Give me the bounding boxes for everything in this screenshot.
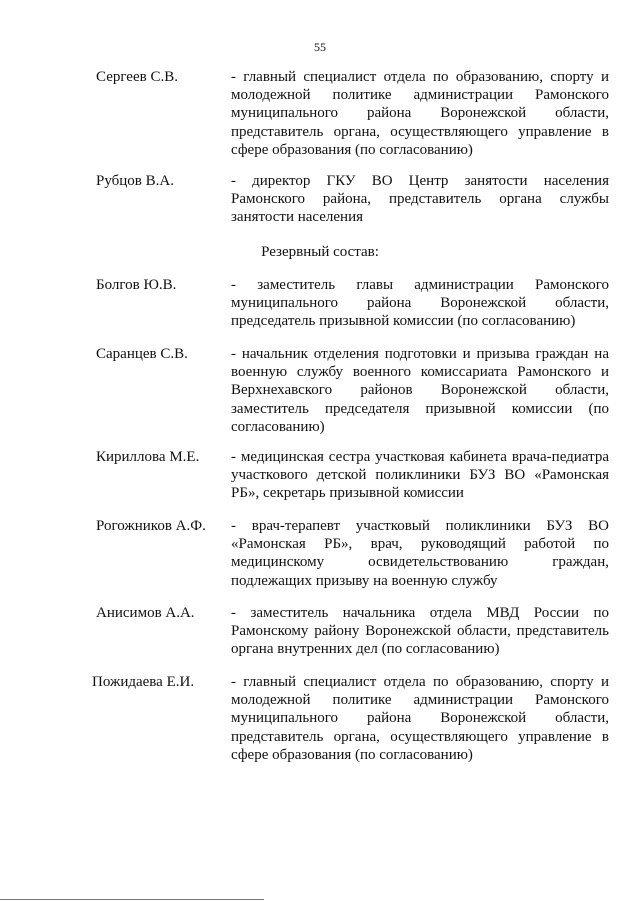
member-role: - начальник отделения подготовки и призыва граждан на военную службу военного комиссариата Рамонского и Верхнехавского районов Воронежской области, заместитель председателя призывной комиссии (по согласованию) <box>231 346 609 435</box>
member-name: Болгов Ю.В. <box>96 277 177 293</box>
member-name: Саранцев С.В. <box>96 346 188 362</box>
member-name: Сергеев С.В. <box>96 69 178 85</box>
member-role: - главный специалист отдела по образованию, спорту и молодежной политике администрации Рамонского муниципального района Воронежской области, представитель органа, осуществляющего управление в сфере образования (по согласованию) <box>231 69 609 158</box>
footer-divider <box>0 899 264 900</box>
member-role: - главный специалист отдела по образованию, спорту и молодежной политике администрации Рамонского муниципального района Воронежской области, представитель органа, осуществляющего управление в сфере образования (по согласованию) <box>231 674 609 763</box>
member-role: - заместитель главы администрации Рамонского муниципального района Воронежской области, председатель призывной комиссии (по согласованию) <box>231 277 609 330</box>
reserve-heading: Резервный состав: <box>261 244 379 260</box>
member-name: Рубцов В.А. <box>96 173 174 189</box>
member-role: - заместитель начальника отдела МВД России по Рамонскому району Воронежской области, представитель органа внутренних дел (по согласованию) <box>231 605 609 658</box>
member-name: Пожидаева Е.И. <box>92 674 195 690</box>
page-number: 55 <box>314 40 326 54</box>
member-name: Анисимов А.А. <box>96 605 195 621</box>
member-name: Кириллова М.Е. <box>96 449 200 465</box>
member-name: Рогожников А.Ф. <box>96 518 206 534</box>
member-role: - медицинская сестра участковая кабинета врача-педиатра участкового детской поликлиники БУЗ ВО «Рамонская РБ», секретарь призывной комиссии <box>231 449 609 502</box>
member-role: - врач-терапевт участковый поликлиники БУЗ ВО «Рамонская РБ», врач, руководящий работой по медицинскому освидетельствованию граждан, подлежащих призыву на военную службу <box>231 518 609 589</box>
member-role: - директор ГКУ ВО Центр занятости населения Рамонского района, представитель органа службы занятости населения <box>231 173 609 226</box>
